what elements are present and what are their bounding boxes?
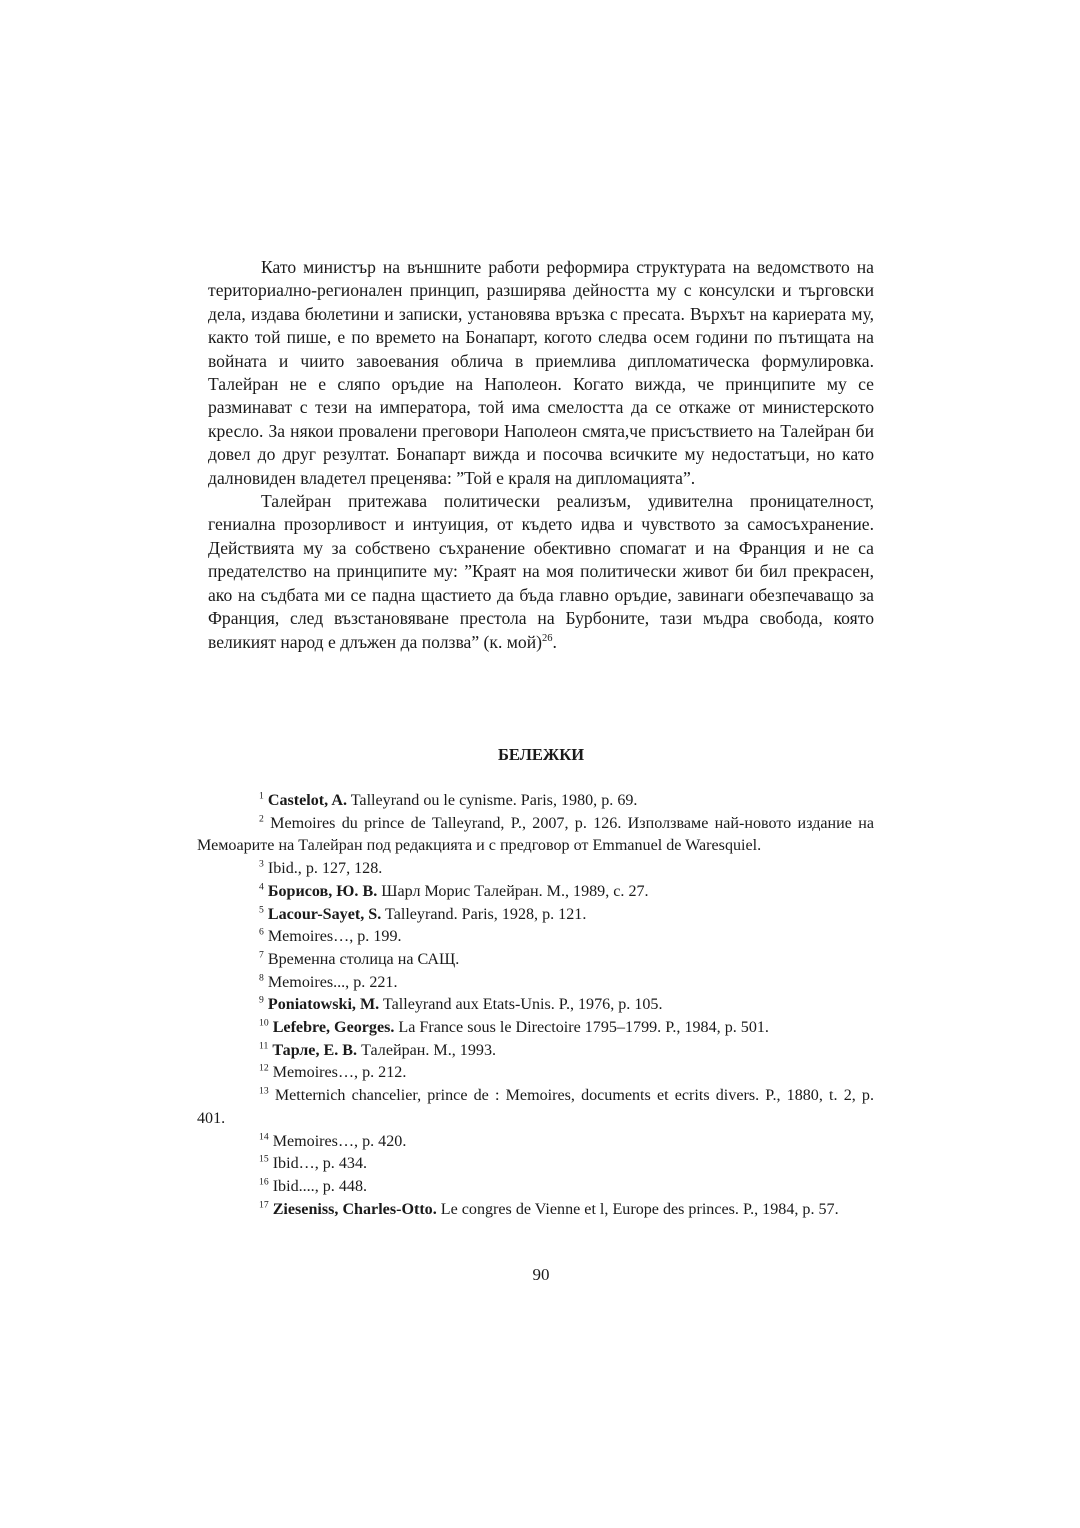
note-number: 2: [259, 813, 264, 825]
note-number: 13: [259, 1085, 269, 1097]
note-author: Lacour-Sayet, S.: [267, 905, 382, 923]
note-text: Memoires…, p. 199.: [267, 928, 402, 946]
note-item: [197, 1153, 874, 1176]
note-number: 3: [259, 858, 264, 870]
note-number: 6: [259, 926, 264, 938]
note-item: [197, 1176, 874, 1199]
paragraph-text: Като министър на външните работи реформира структурата на ведомството на териториално-регионален принцип, разширява дейността му с консулски и търговски дела, издава бюлетини и записки, установява връзка с пресата. Върхът на кариерата му, както той пише, е по времето на Бонапарт, когото следва осем години по пътищата на войната и чиито завоевания облича в приемлива дипломатическа формулировка. Талейран не е сляпо оръдие на Наполеон. Когато вижда, че принципите му се разминават с тези на императора, той има смелостта да се откаже от министерското кресло. За някои провалени преговори Наполеон смята,че присъствието на Талейран би довел до друг резултат. Бонапарт вижда и посочва всичките му недостатъци, но като далновиден владетел преценява: ”Той е краля на дипломацията”.: [208, 257, 874, 488]
note-number: 7: [259, 949, 264, 961]
note-text: Talleyrand aux Etats-Unis. P., 1976, p. 105.: [379, 996, 663, 1014]
note-item: [197, 1040, 874, 1063]
note-author: Борисов, Ю. В.: [267, 882, 378, 900]
notes-list: [197, 790, 874, 1221]
note-item: [197, 790, 874, 813]
note-text: Metternich chancelier, prince de : Memoires, documents et ecrits divers. P., 1880, t. 2, p. 401.: [197, 1087, 874, 1127]
note-item: [197, 972, 874, 995]
note-text: Талейран. М., 1993.: [357, 1041, 497, 1059]
paragraph-text: Талейран притежава политически реализъм, удивителна проницателност, гениална прозорливост и интуиция, от където идва и чувството за самосъхранение. Действията му за собствено съхранение обективно спомагат и на Франция и не са предателство на принципите му: ”Краят на моя политически живот би бил прекрасен, ако на съдбата ми се падна щастието да бъда главно оръдие, завинаги обезпечаващо за Франция, след възстановяване престола на Бурбоните, тази мъдра свобода, която великият народ е длъжен да ползва” (к. мой): [208, 491, 874, 652]
note-number: 9: [259, 994, 264, 1006]
note-number: 10: [259, 1017, 269, 1029]
note-text: Memoires…, p. 420.: [272, 1132, 407, 1150]
note-number: 12: [259, 1063, 269, 1075]
note-author: Castelot, A.: [267, 792, 347, 809]
note-number: 16: [259, 1176, 269, 1188]
note-author: Zieseniss, Charles-Otto.: [272, 1200, 437, 1218]
note-text: Ibid...., p. 448.: [272, 1177, 368, 1195]
note-text: Ibid., p. 127, 128.: [267, 860, 383, 878]
note-author: Poniatowski, M.: [267, 996, 380, 1014]
page-number: 90: [532, 1265, 550, 1284]
paragraph-tail: .: [552, 631, 557, 652]
note-text: Временна столица на САЩ.: [267, 950, 460, 968]
note-text: Talleyrand ou le cynisme. Paris, 1980, p. 69.: [346, 792, 638, 809]
notes-heading: БЕЛЕЖКИ: [497, 745, 585, 764]
note-item: [197, 949, 874, 972]
note-number: 5: [259, 904, 264, 916]
document-page: [197, 256, 874, 1284]
note-item: [197, 1085, 874, 1130]
note-item: [197, 1062, 874, 1085]
note-text: Ibid…, p. 434.: [272, 1155, 368, 1173]
note-item: [197, 926, 874, 949]
footnote-reference: 26: [541, 632, 553, 644]
note-number: 15: [259, 1153, 269, 1165]
note-number: 14: [259, 1131, 269, 1143]
note-number: 8: [259, 972, 264, 984]
note-author: Тарле, Е. В.: [272, 1041, 358, 1059]
note-item: [197, 1199, 874, 1222]
note-text: Memoires…, p. 212.: [272, 1064, 407, 1082]
body-paragraph-2: [208, 490, 874, 654]
note-text: Memoires..., p. 221.: [267, 973, 398, 991]
body-paragraph-1: [208, 256, 874, 490]
note-item: [197, 1017, 874, 1040]
note-text: Talleyrand. Paris, 1928, p. 121.: [381, 905, 587, 923]
note-item: [197, 1131, 874, 1154]
note-number: 1: [259, 790, 264, 802]
note-number: 17: [259, 1199, 269, 1211]
note-text: Шарл Морис Талейран. М., 1989, с. 27.: [377, 882, 649, 900]
note-number: 11: [259, 1040, 269, 1052]
note-item: [197, 881, 874, 904]
note-item: [197, 904, 874, 927]
note-item: [197, 994, 874, 1017]
note-author: Lefebre, Georges.: [272, 1019, 395, 1037]
note-number: 4: [259, 881, 264, 893]
note-text: Memoires du prince de Talleyrand, P., 2007, p. 126. Използваме най-новото издание на Мемоарите на Талейран под редакцията и с предговор от Emmanuel de Waresquiel.: [197, 814, 874, 855]
note-text: Le congres de Vienne et l, Europe des princes. P., 1984, p. 57.: [436, 1200, 839, 1218]
note-text: La France sous le Directoire 1795–1799. P., 1984, p. 501.: [394, 1019, 769, 1037]
note-item: [197, 858, 874, 881]
note-item: [197, 813, 874, 858]
